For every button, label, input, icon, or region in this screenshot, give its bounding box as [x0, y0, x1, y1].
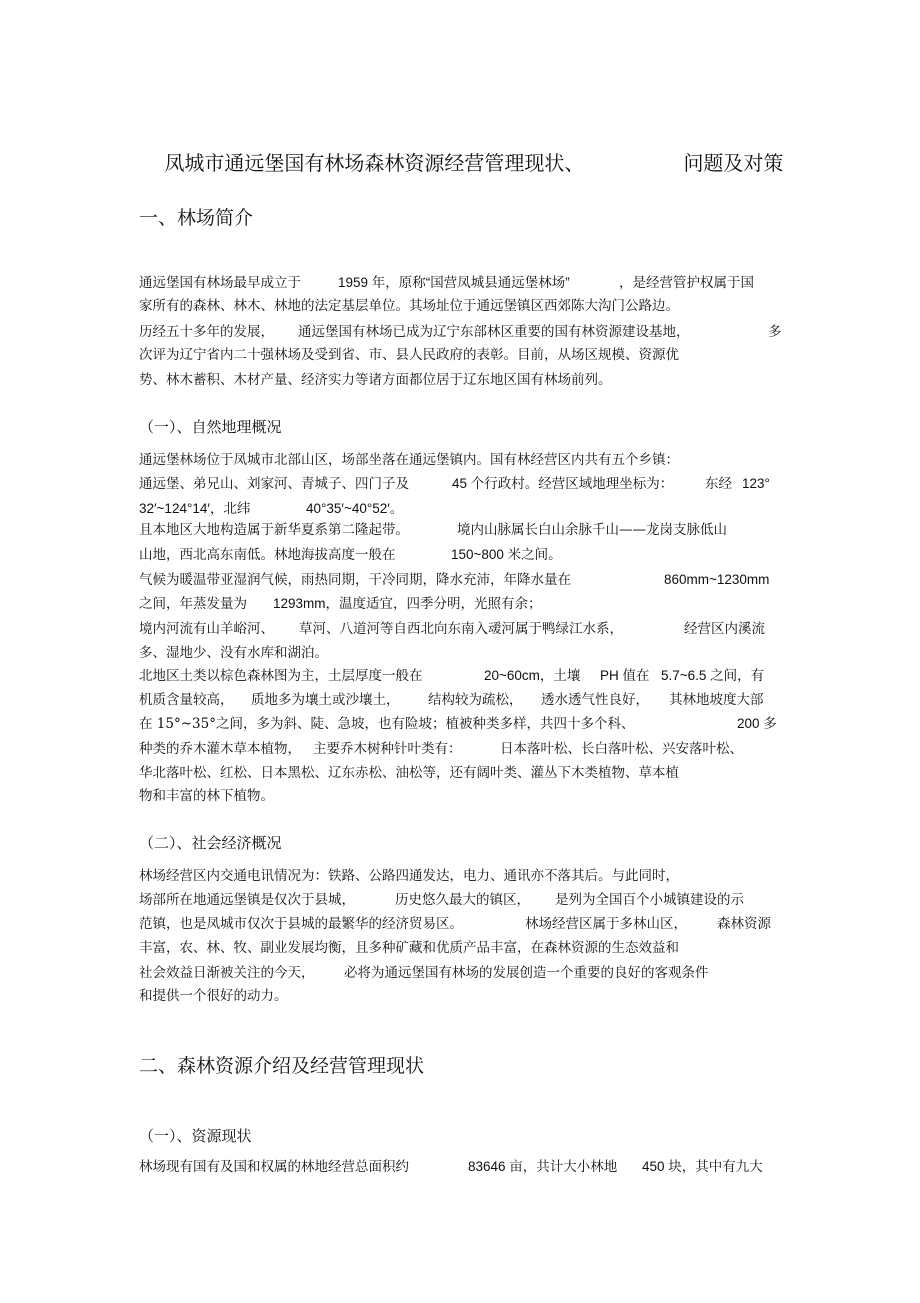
geo-line-7-a: 之间，年蒸发量为	[139, 596, 247, 612]
geo-line-10-d: 5.7~6.5 之间，有	[661, 668, 765, 683]
geo-line-15: 物和丰富的林下植物。	[139, 788, 274, 804]
geo-line-10-b: 20~60cm，土壤	[484, 668, 581, 683]
title-part-2: 问题及对策	[683, 151, 784, 175]
subsection-natural-geography-heading: （一）、自然地理概况	[139, 418, 282, 436]
intro-line-3-b: 通远堡国有林场已成为辽宁东部林区重要的国有林资源建设基地，	[298, 324, 690, 340]
econ-line-2-b: 历史悠久最大的镇区，	[395, 892, 530, 908]
geo-line-14: 华北落叶松、红松、日本黑松、辽东赤松、油松等，还有阔叶类、灌丛下木类植物、草本植	[139, 765, 679, 781]
econ-line-5-a: 社会效益日渐被关注的今天，	[139, 965, 315, 981]
geo-line-2-c: 东经	[705, 476, 732, 492]
geo-line-7-b: 1293mm，温度适宜，四季分明，光照有余；	[273, 596, 542, 611]
geo-line-9: 多、湿地少、没有水库和湖泊。	[139, 645, 328, 661]
geo-line-11-a: 机质含量较高，	[139, 692, 234, 708]
geo-line-6-b: 860mm~1230mm	[664, 572, 770, 587]
intro-line-3-c: 多	[768, 324, 782, 340]
geo-line-11-e: 其林地坡度大部	[669, 692, 764, 708]
resource-line-1-b: 83646 亩，共计大小林地	[468, 1159, 618, 1174]
geo-line-8-c: 经营区内溪流	[684, 621, 765, 637]
geo-line-10-c: PH 值在	[600, 668, 650, 683]
geo-line-5-a: 山地，西北高东南低。林地海拔高度一般在	[139, 547, 396, 563]
resource-line-1-a: 林场现有国有及国和权属的林地经营总面积约	[139, 1159, 409, 1175]
geo-line-12-a: 在 15°~35°之间，多为斜、陡、急坡，也有险坡；植被种类多样，共四十多个科、	[139, 716, 635, 732]
geo-line-13-a: 种类的乔木灌木草本植物，	[139, 741, 301, 757]
econ-line-4: 丰富，农、林、牧、副业发展均衡，且多种矿藏和优质产品丰富，在森林资源的生态效益和	[139, 940, 679, 956]
geo-line-11-d: 透水透气性良好，	[541, 692, 649, 708]
geo-line-11-b: 质地多为壤土或沙壤土，	[251, 692, 400, 708]
geo-line-13-c: 日本落叶松、长白落叶松、兴安落叶松、	[500, 741, 743, 757]
geo-line-12-b: 200 多	[737, 716, 777, 731]
document-title	[139, 124, 584, 202]
resource-line-1-c: 450 块，其中有九大	[642, 1159, 763, 1174]
econ-line-2-a: 场部所在地通远堡镇是仅次于县城，	[139, 892, 355, 908]
intro-line-2: 家所有的森林、林木、林地的法定基层单位。其场址位于通远堡镇区西郊陈大沟门公路边。	[139, 298, 679, 314]
geo-line-3-b: 40°35′~40°52′。	[306, 501, 404, 516]
econ-line-5-b: 必将为通远堡国有林场的发展创造一个重要的良好的客观条件	[344, 965, 709, 981]
geo-line-2-a: 通远堡、弟兄山、刘家河、青城子、四门子及	[139, 476, 409, 492]
geo-line-11-c: 结构较为疏松，	[428, 692, 523, 708]
subsection-social-economy-heading: （二）、社会经济概况	[139, 834, 282, 852]
intro-line-3-a: 历经五十多年的发展，	[139, 324, 274, 340]
intro-line-1-b: 1959 年，原称“国营凤城县通远堡林场”	[338, 275, 570, 290]
geo-line-4-b: 境内山脉属长白山余脉千山——龙岗支脉低山	[457, 522, 727, 538]
geo-line-3-a: 32′~124°14′，北纬	[139, 501, 251, 516]
geo-line-1: 通远堡林场位于凤城市北部山区，场部坐落在通远堡镇内。国有林经营区内共有五个乡镇：	[139, 452, 679, 468]
geo-line-4-a: 且本地区大地构造属于新华夏系第二隆起带。	[139, 522, 409, 538]
geo-line-2-d: 123°	[742, 476, 770, 491]
econ-line-3-b: 林场经营区属于多林山区，	[525, 916, 687, 932]
econ-line-3-a: 范镇，也是凤城市仅次于县城的最繁华的经济贸易区。	[139, 916, 463, 932]
econ-line-6: 和提供一个很好的动力。	[139, 988, 288, 1004]
geo-line-10-a: 北地区土类以棕色森林图为主，土层厚度一般在	[139, 668, 423, 684]
title-part-1: 凤城市通远堡国有林场森林资源经营管理现状、	[164, 151, 585, 175]
geo-line-2-b: 45 个行政村。经营区域地理坐标为：	[452, 476, 674, 491]
geo-line-13-b: 主要乔木树种针叶类有：	[313, 741, 462, 757]
geo-line-5-b: 150~800 米之间。	[451, 547, 562, 562]
econ-line-2-c: 是列为全国百个小城镇建设的示	[555, 892, 744, 908]
intro-line-4: 次评为辽宁省内二十强林场及受到省、市、县人民政府的表彰。目前，从场区规模、资源优	[139, 347, 679, 363]
intro-line-1-a: 通远堡国有林场最早成立于	[139, 275, 301, 291]
intro-line-5: 势、林木蓄积、木材产量、经济实力等诸方面都位居于辽东地区国有林场前列。	[139, 372, 612, 388]
section-2-heading: 二、森林资源介绍及经营管理现状	[139, 1055, 425, 1077]
geo-line-8-b: 草河、八道河等自西北向东南入叆河属于鸭绿江水系，	[299, 621, 623, 637]
geo-line-6-a: 气候为暖温带亚湿润气候，雨热同期，干冷同期，降水充沛，年降水量在	[139, 572, 571, 588]
document-title-tail	[658, 124, 783, 202]
econ-line-1: 林场经营区内交通电讯情况为：铁路、公路四通发达，电力、通讯亦不落其后。与此同时，	[139, 868, 679, 884]
intro-line-1-c: ，是经营管护权属于国	[619, 275, 754, 291]
geo-line-8-a: 境内河流有山羊峪河、	[139, 621, 274, 637]
section-1-heading: 一、林场简介	[139, 207, 254, 229]
econ-line-3-c: 森林资源	[717, 916, 771, 932]
subsection-resource-status-heading: （一）、资源现状	[139, 1127, 252, 1145]
